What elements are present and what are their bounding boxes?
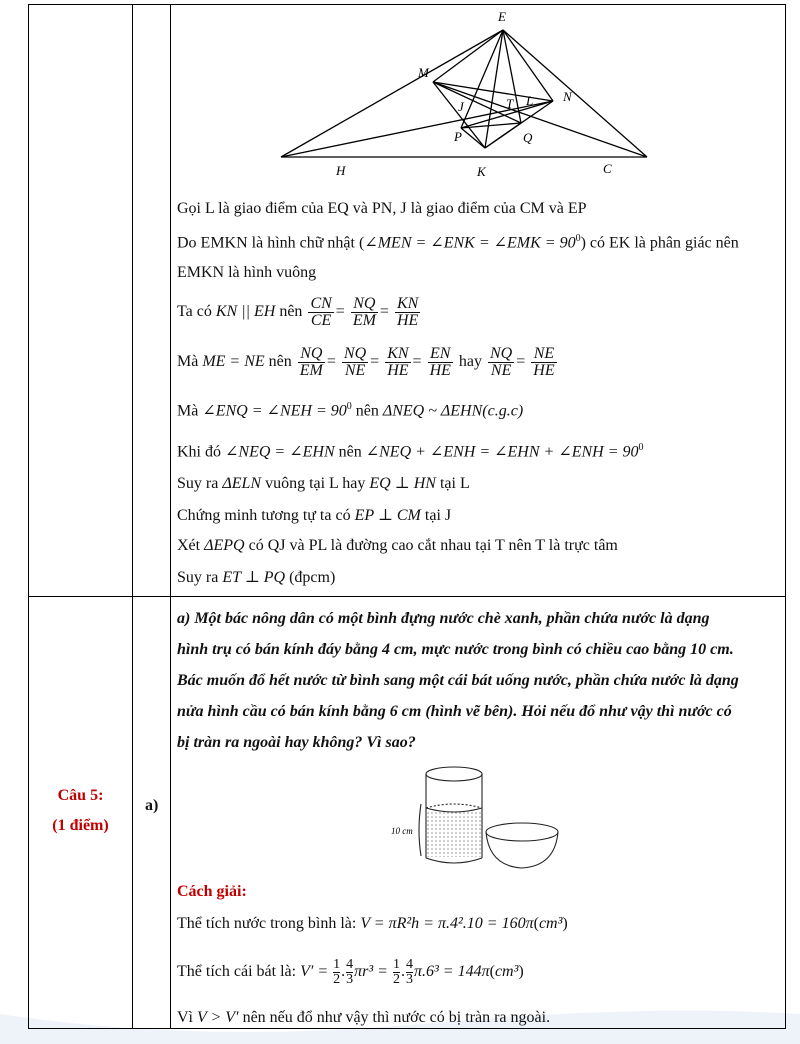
den: NE bbox=[490, 362, 512, 380]
math: ME = NE bbox=[202, 353, 265, 371]
solution-table bbox=[28, 4, 786, 1029]
solution-line-1: Thể tích nước trong bình là: V = πR²h = π.4².10 = 160π(cm³) bbox=[177, 914, 568, 932]
text: Mà bbox=[177, 353, 199, 371]
text: Xét bbox=[177, 536, 201, 554]
den: 2 bbox=[392, 971, 400, 987]
cau-number: Câu 5: bbox=[57, 786, 104, 804]
num: EN bbox=[428, 346, 453, 363]
text: Suy ra bbox=[177, 474, 219, 492]
den: 2 bbox=[333, 971, 341, 987]
proof-line-8 bbox=[171, 474, 785, 494]
text: hay bbox=[458, 353, 482, 371]
fraction bbox=[385, 346, 410, 379]
solution-title: Cách giải: bbox=[177, 882, 247, 900]
text: Do EMKN là hình chữ nhật ( bbox=[177, 234, 365, 252]
proof-line-3: EMKN là hình vuông bbox=[177, 264, 317, 282]
label-J: J bbox=[458, 99, 464, 114]
num: KN bbox=[396, 295, 419, 313]
fraction bbox=[342, 346, 368, 379]
label-P: P bbox=[454, 129, 462, 144]
math: ΔEPQ bbox=[204, 536, 245, 554]
fraction bbox=[346, 958, 353, 987]
fraction bbox=[351, 296, 378, 329]
label-E: E bbox=[498, 9, 506, 24]
proof-cell bbox=[171, 5, 786, 597]
label-H: H bbox=[336, 163, 346, 178]
math: ∠NEQ + ∠ENH = ∠EHN + ∠ENH = 90 bbox=[365, 442, 639, 460]
label-K: K bbox=[477, 164, 486, 179]
math: π.6³ = 144π bbox=[413, 962, 490, 980]
text: Mà bbox=[177, 402, 199, 420]
label-N: N bbox=[563, 89, 572, 104]
text: Khi đó bbox=[177, 442, 221, 460]
den: EM bbox=[299, 362, 323, 380]
text: ) có EK là phân giác nên bbox=[580, 234, 739, 252]
question-text bbox=[171, 597, 785, 758]
question-line: bị tràn ra ngoài hay không? Vì sao? bbox=[177, 733, 416, 751]
cylinder-bowl-figure bbox=[171, 764, 785, 876]
proof-line-5: Mà ME = NE nên $\frac{NQ}{EM}$ = $\frac{NQ}{NE}$ = $\frac{KN}{HE}$ = $\frac{EN}{HE}$ hay $\frac{NQ}{NE}$ = $\frac{NE}{HE}$ bbox=[177, 345, 555, 380]
text: Suy ra bbox=[177, 568, 219, 586]
math: ΔELN bbox=[222, 474, 262, 492]
proof-line-7 bbox=[171, 438, 785, 462]
den: 3 bbox=[346, 971, 354, 987]
num: KN bbox=[387, 345, 409, 363]
num: 1 bbox=[392, 956, 400, 972]
fraction bbox=[333, 958, 340, 987]
text: Thể tích nước trong bình là: bbox=[177, 914, 357, 932]
part-label: a) bbox=[145, 796, 159, 814]
den: 3 bbox=[405, 971, 413, 987]
cau-label bbox=[29, 783, 132, 839]
math: ∠NEQ = ∠EHN bbox=[225, 442, 335, 460]
empty-cell-2 bbox=[133, 5, 171, 597]
math: ∠ENQ = ∠NEH = 90 bbox=[202, 402, 347, 420]
part-cell bbox=[133, 596, 171, 1028]
den: HE bbox=[429, 362, 451, 380]
points: (1 điểm) bbox=[52, 816, 109, 834]
fraction bbox=[531, 346, 556, 379]
math: EQ ⊥ HN bbox=[369, 474, 436, 492]
fraction bbox=[395, 296, 420, 329]
num: 4 bbox=[405, 956, 413, 972]
text: Vì bbox=[177, 1008, 193, 1026]
label-L: L bbox=[526, 93, 534, 108]
proof-line-10 bbox=[171, 536, 785, 556]
text: tại L bbox=[439, 474, 470, 492]
fraction bbox=[406, 958, 413, 987]
proof-line-2 bbox=[171, 229, 785, 253]
question-line: a) Một bác nông dân có một bình đựng nước chè xanh, phần chứa nước là dạng bbox=[177, 609, 710, 627]
sup: 0 bbox=[575, 233, 581, 244]
den: HE bbox=[396, 312, 419, 330]
fraction bbox=[393, 958, 400, 987]
math: ΔNEQ ~ ΔEHN(c.g.c) bbox=[382, 402, 524, 420]
num: NQ bbox=[351, 296, 378, 313]
text: nên bbox=[268, 353, 292, 371]
math: V′ = bbox=[300, 962, 329, 980]
text: (đpcm) bbox=[289, 568, 336, 586]
fraction bbox=[298, 346, 325, 379]
text: Thể tích cái bát là: bbox=[177, 962, 297, 980]
unit: cm³ bbox=[494, 962, 519, 980]
unit: cm³ bbox=[538, 914, 563, 932]
proof-row bbox=[29, 5, 786, 597]
text: có QJ và PL là đường cao cắt nhau tại T nên T là trực tâm bbox=[248, 536, 618, 554]
math: V > V′ bbox=[197, 1008, 239, 1026]
text: nên nếu đổ như vậy thì nước có bị tràn ra ngoài. bbox=[242, 1008, 551, 1026]
text: nên bbox=[338, 442, 362, 460]
proof-line-9 bbox=[171, 506, 785, 526]
text: vuông tại L hay bbox=[265, 474, 366, 492]
den: NE bbox=[344, 362, 366, 380]
label-T: T bbox=[506, 96, 514, 111]
math: EP ⊥ CM bbox=[354, 506, 421, 524]
num: NQ bbox=[343, 345, 367, 363]
question-line: Bác muốn đổ hết nước từ bình sang một cái bát uống nước, phần chứa nước là dạng bbox=[177, 671, 739, 689]
text: Ta có bbox=[177, 303, 212, 321]
proof-line-6 bbox=[171, 397, 785, 421]
sup: 0 bbox=[346, 401, 352, 413]
empty-cell-1 bbox=[29, 5, 133, 597]
math: ET ⊥ PQ bbox=[222, 568, 286, 586]
proof-line-1: Gọi L là giao điểm của EQ và PN, J là giao điểm của CM và EP bbox=[177, 200, 587, 217]
math: V = πR²h = π.4².10 = 160π bbox=[360, 914, 534, 932]
den: HE bbox=[387, 362, 409, 380]
question-line: nửa hình cầu có bán kính bằng 6 cm (hình vẽ bên). Hỏi nếu đổ như vậy thì nước có bbox=[177, 702, 732, 720]
num: 1 bbox=[333, 956, 341, 972]
text: nên bbox=[355, 402, 379, 420]
label-Q: Q bbox=[523, 130, 533, 145]
fraction bbox=[428, 346, 453, 379]
den: HE bbox=[533, 362, 555, 380]
num: NE bbox=[531, 346, 556, 363]
solution-line-3 bbox=[171, 1008, 785, 1028]
question-line: hình trụ có bán kính đáy bằng 4 cm, mực nước trong bình có chiều cao bằng 10 cm. bbox=[177, 640, 734, 658]
sup: 0 bbox=[638, 441, 644, 453]
question-row bbox=[29, 596, 786, 1028]
den: CE bbox=[310, 312, 332, 330]
question-cell bbox=[171, 596, 786, 1028]
geometry-figure bbox=[171, 5, 785, 193]
num: 4 bbox=[346, 956, 354, 972]
math: ∠MEN = ∠ENK = ∠EMK = 90 bbox=[364, 234, 576, 252]
den: EM bbox=[352, 312, 376, 330]
fraction bbox=[308, 296, 333, 329]
fraction bbox=[488, 346, 514, 379]
label-C: C bbox=[603, 161, 612, 176]
solution-line-2: Thể tích cái bát là: V′ = $\frac{1}{2}$ . $\frac{4}{3}$ πr³ = $\frac{1}{2}$ . $\frac{4}{3}$ π.6³ = 144π(cm³) bbox=[177, 956, 524, 987]
num: CN bbox=[310, 295, 332, 313]
math: KN || EH bbox=[215, 303, 276, 321]
text: tại J bbox=[424, 506, 452, 524]
question-number-cell bbox=[29, 596, 133, 1028]
text: Chứng minh tương tự ta có bbox=[177, 506, 351, 524]
num: NQ bbox=[298, 346, 325, 363]
num: NQ bbox=[490, 345, 513, 363]
text: nên bbox=[279, 303, 303, 321]
proof-line-4: Ta có KN || EH nên $\frac{CN}{CE}$ = $\frac{NQ}{EM}$ = $\frac{KN}{HE}$ bbox=[177, 295, 419, 330]
proof-line-11 bbox=[171, 568, 785, 588]
math: πr³ = bbox=[354, 962, 388, 980]
height-label: 10 cm bbox=[391, 825, 413, 836]
label-M: M bbox=[418, 65, 429, 80]
